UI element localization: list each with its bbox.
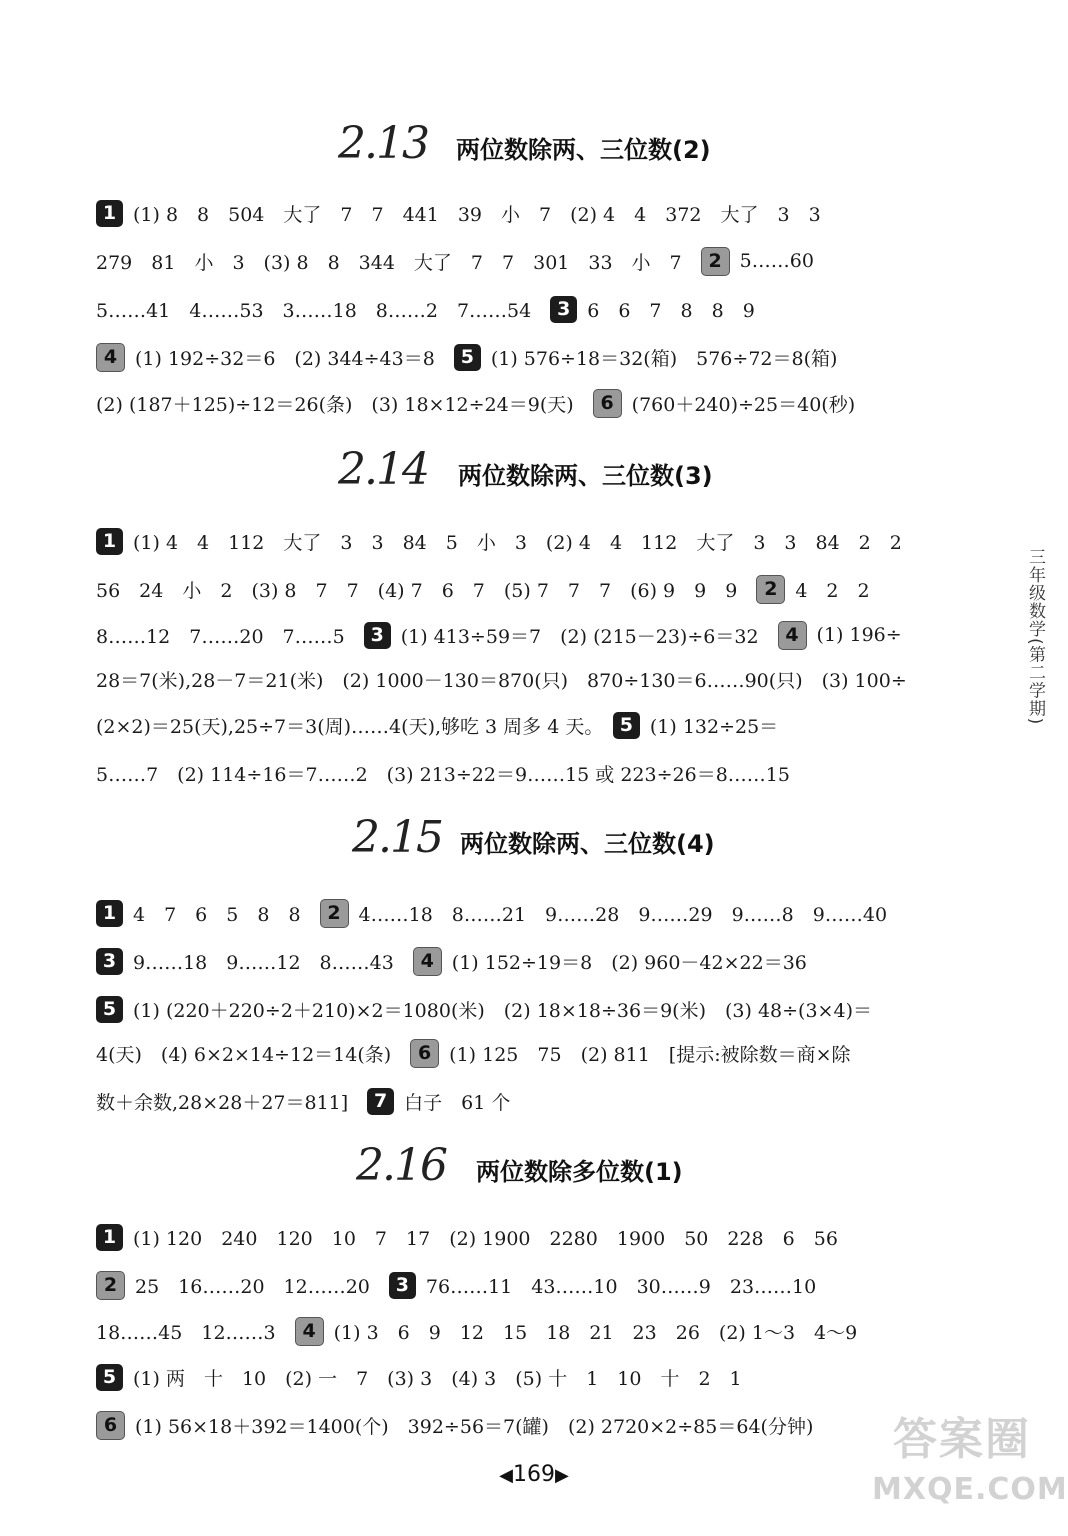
question-number-badge: 2 <box>320 899 349 928</box>
answer-text: 4 2 2 <box>795 579 870 602</box>
page-number-value: 169 <box>513 1462 555 1487</box>
section-number: 2.13 <box>338 118 428 169</box>
question-number-badge: 2 <box>96 1271 125 1300</box>
answer-text: 25 16……20 12……20 <box>135 1275 389 1298</box>
question-number-badge: 2 <box>756 575 785 604</box>
question-number-badge: 6 <box>96 1411 125 1440</box>
section-heading: 两位数除两、三位数(4) <box>460 830 715 858</box>
watermark-bottom: MXQE.COM <box>872 1472 1068 1507</box>
question-number-badge: 3 <box>364 622 391 649</box>
question-number-badge: 5 <box>96 996 123 1023</box>
answer-text: 9……18 9……12 8……43 <box>133 951 413 974</box>
answer-text: (1) 132÷25＝ <box>649 715 779 738</box>
answer-line <box>96 1084 976 1118</box>
question-number-badge: 4 <box>96 343 125 372</box>
question-number-badge: 1 <box>96 900 123 927</box>
question-number-badge: 3 <box>550 296 577 323</box>
answer-text: 279 81 小 3 (3) 8 8 344 大了 7 7 301 33 小 7 <box>96 251 701 274</box>
question-number-badge: 5 <box>613 712 640 739</box>
section-heading: 两位数除多位数(1) <box>476 1158 683 1186</box>
watermark-top: 答案圈 <box>893 1414 1031 1465</box>
answer-text: 18……45 12……3 <box>96 1321 295 1344</box>
answer-text: (1) 120 240 120 10 7 17 (2) 1900 2280 1900 50 228 6 56 <box>133 1227 838 1250</box>
answer-text: (760＋240)÷25＝40(秒) <box>631 393 856 416</box>
answer-line <box>96 340 976 374</box>
answer-line <box>96 572 976 606</box>
answer-text: (1) 两 十 10 (2) 一 7 (3) 3 (4) 3 (5) 十 1 10 十 2 1 <box>133 1367 742 1390</box>
question-number-badge: 1 <box>96 1224 123 1251</box>
answer-text: 5……7 (2) 114÷16＝7……2 (3) 213÷22＝9……15 或 223÷26＝8……15 <box>96 763 790 786</box>
answer-text: 4(天) (4) 6×2×14÷12＝14(条) <box>96 1043 411 1066</box>
section-title <box>0 444 1068 504</box>
question-number-badge: 4 <box>778 621 807 650</box>
answer-text: (1) 8 8 504 大了 7 7 441 39 小 7 (2) 4 4 372 大了 3 3 <box>133 203 821 226</box>
right-arrow-icon: ▶ <box>555 1465 569 1486</box>
question-number-badge: 3 <box>96 948 123 975</box>
watermark <box>872 1410 1068 1530</box>
answer-text: (1) 196÷ <box>816 624 902 646</box>
answer-text: 白子 61 个 <box>404 1091 511 1114</box>
left-arrow-icon: ◀ <box>499 1465 513 1486</box>
answer-text: 4 7 6 5 8 8 <box>133 903 320 926</box>
answer-line <box>96 662 976 696</box>
answer-text: (1) 413÷59＝7 (2) (215－23)÷6＝32 <box>400 625 778 648</box>
section-title <box>0 1140 1068 1200</box>
answer-text: (1) 576÷18＝32(箱) 576÷72＝8(箱) <box>490 347 838 370</box>
answer-line <box>96 244 976 278</box>
question-number-badge: 1 <box>96 200 123 227</box>
answer-line <box>96 944 976 978</box>
section-number: 2.15 <box>352 812 442 863</box>
answer-line <box>96 1360 976 1394</box>
answer-text: 8……12 7……20 7……5 <box>96 625 364 648</box>
answer-text: (1) 152÷19＝8 (2) 960－42×22＝36 <box>451 951 807 974</box>
answer-line <box>96 196 976 230</box>
question-number-badge: 6 <box>593 389 622 418</box>
answer-line <box>96 1036 976 1070</box>
question-number-badge: 4 <box>295 1317 324 1346</box>
answer-line <box>96 292 976 326</box>
answer-line <box>96 1408 976 1442</box>
answer-text: (2×2)＝25(天),25÷7＝3(周)……4(天),够吃 3 周多 4 天。 <box>96 715 613 738</box>
question-number-badge: 6 <box>410 1039 439 1068</box>
answer-text: (1) 125 75 (2) 811 [提示:被除数＝商×除 <box>449 1043 851 1066</box>
answer-text: 数＋余数,28×28＋27＝811] <box>96 1091 368 1114</box>
answer-text: 76……11 43……10 30……9 23……10 <box>425 1275 817 1298</box>
section-number: 2.14 <box>338 444 428 495</box>
answer-line <box>96 708 976 742</box>
answer-line <box>96 756 976 790</box>
answer-text: (1) 3 6 9 12 15 18 21 23 26 (2) 1～3 4～9 <box>333 1321 858 1344</box>
answer-text: 5……41 4……53 3……18 8……2 7……54 <box>96 299 551 322</box>
answer-text: (1) 56×18＋392＝1400(个) 392÷56＝7(罐) (2) 2720×2÷85＝64(分钟) <box>135 1415 814 1438</box>
question-number-badge: 1 <box>96 528 123 555</box>
question-number-badge: 5 <box>454 344 481 371</box>
answer-line <box>96 992 976 1026</box>
answer-text: 56 24 小 2 (3) 8 7 7 (4) 7 6 7 (5) 7 7 7 (6) 9 9 9 <box>96 579 757 602</box>
question-number-badge: 4 <box>413 947 442 976</box>
answer-text: 4……18 8……21 9……28 9……29 9……8 9……40 <box>358 903 888 926</box>
section-heading: 两位数除两、三位数(2) <box>456 136 711 164</box>
answer-line <box>96 896 976 930</box>
section-heading: 两位数除两、三位数(3) <box>458 462 713 490</box>
section-title <box>0 118 1068 178</box>
section-title <box>0 812 1068 872</box>
answer-line <box>96 386 976 420</box>
side-label: 三年级数学(第二学期) <box>1025 548 1045 726</box>
answer-text: 28＝7(米),28－7＝21(米) (2) 1000－130＝870(只) 870÷130＝6……90(只) (3) 100÷ <box>96 669 907 692</box>
question-number-badge: 7 <box>367 1088 394 1115</box>
answer-line <box>96 1220 976 1254</box>
answer-text: 5……60 <box>739 250 814 272</box>
question-number-badge: 3 <box>389 1272 416 1299</box>
answer-text: (1) (220＋220÷2＋210)×2＝1080(米) (2) 18×18÷36＝9(米) (3) 48÷(3×4)＝ <box>133 999 872 1022</box>
answer-text: 6 6 7 8 8 9 <box>587 299 755 322</box>
answer-line <box>96 524 976 558</box>
answer-line <box>96 1268 976 1302</box>
question-number-badge: 2 <box>701 247 730 276</box>
section-number: 2.16 <box>356 1140 446 1191</box>
answer-text: (1) 4 4 112 大了 3 3 84 5 小 3 (2) 4 4 112 大了 3 3 84 2 2 <box>133 531 902 554</box>
question-number-badge: 5 <box>96 1364 123 1391</box>
answer-text: (2) (187＋125)÷12＝26(条) (3) 18×12÷24＝9(天) <box>96 393 593 416</box>
answer-line <box>96 1314 976 1348</box>
answer-line <box>96 618 976 652</box>
answer-text: (1) 192÷32＝6 (2) 344÷43＝8 <box>135 347 454 370</box>
